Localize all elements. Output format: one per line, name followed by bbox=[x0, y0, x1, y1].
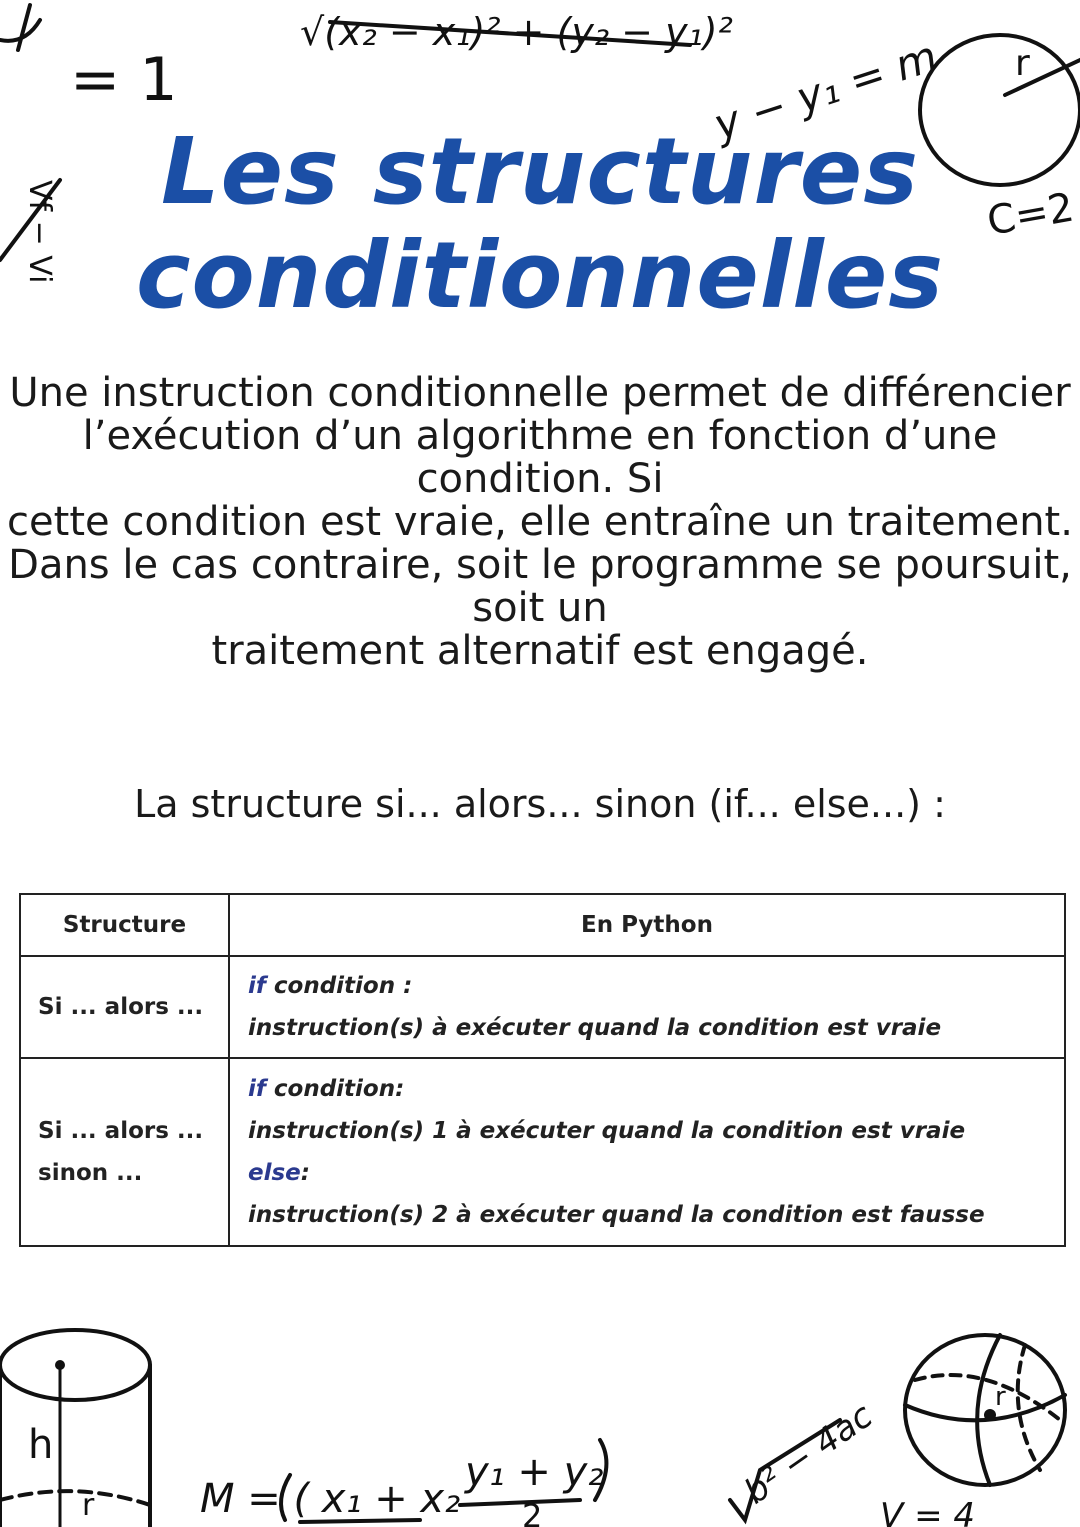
structure-table bbox=[19, 893, 1066, 1247]
code-text: instruction(s) à exécuter quand la condition est vraie bbox=[248, 1015, 942, 1041]
discriminant: b² − 4ac bbox=[737, 1395, 881, 1513]
bottom-right-formula: V = 4 bbox=[880, 1496, 975, 1527]
intro-line: Une instruction conditionnelle permet de différencier bbox=[9, 370, 1071, 416]
table-row bbox=[20, 1058, 1065, 1246]
structure-text: Si ... alors ... bbox=[38, 994, 204, 1020]
table-header-row bbox=[20, 894, 1065, 956]
eq-one-label: = 1 bbox=[70, 45, 178, 115]
intro-line: l’exécution d’un algorithme en fonction d’une bbox=[82, 413, 998, 459]
intro-line: traitement alternatif est engagé. bbox=[211, 628, 869, 674]
code-line bbox=[248, 1152, 1063, 1194]
intro-line: condition. Si bbox=[416, 456, 664, 502]
code-text: condition : bbox=[265, 973, 413, 999]
page-title-line1: Les structures bbox=[161, 118, 919, 225]
line-equation: y − y₁ = m bbox=[707, 31, 944, 150]
code-text: : bbox=[300, 1160, 310, 1186]
midpoint-x: M = ( x₁ + x₂ bbox=[200, 1476, 461, 1522]
intro-line: soit un bbox=[472, 585, 608, 631]
keyword: if bbox=[248, 1076, 266, 1102]
midpoint-y: y₁ + y₂ bbox=[465, 1449, 604, 1495]
structure-cell bbox=[20, 1058, 229, 1246]
keyword: else bbox=[248, 1160, 301, 1186]
code-line bbox=[248, 965, 1063, 1007]
section-subtitle: La structure si... alors... sinon (if... else...) : bbox=[134, 782, 946, 826]
code-line bbox=[248, 1007, 1063, 1049]
cylinder-height-label: h bbox=[28, 1422, 54, 1468]
structure-text: Si ... alors ... bbox=[38, 1118, 204, 1144]
code-line bbox=[248, 1194, 1063, 1236]
midpoint-denominator: 2 bbox=[522, 1497, 543, 1527]
sphere-radius-label: r bbox=[995, 1382, 1006, 1412]
code-text: condition: bbox=[265, 1076, 405, 1102]
table-row bbox=[20, 956, 1065, 1058]
vertical-fraction: Vf − Vi bbox=[22, 180, 57, 284]
intro-line: Dans le cas contraire, soit le programme se poursuit, bbox=[8, 542, 1072, 588]
code-line bbox=[248, 1068, 1063, 1110]
structure-text: sinon ... bbox=[38, 1160, 143, 1186]
keyword: if bbox=[248, 973, 266, 999]
c-label: C=2 bbox=[983, 184, 1078, 245]
code-text: instruction(s) 1 à exécuter quand la condition est vraie bbox=[248, 1118, 966, 1144]
code-line bbox=[248, 1110, 1063, 1152]
code-text: instruction(s) 2 à exécuter quand la condition est fausse bbox=[248, 1202, 985, 1228]
circle-radius-label: r bbox=[1015, 43, 1030, 84]
header-structure: Structure bbox=[20, 894, 229, 956]
structure-cell bbox=[20, 956, 229, 1058]
python-cell bbox=[229, 956, 1065, 1058]
distance-formula: √(x₂ − x₁)² + (y₂ − y₁)² bbox=[300, 10, 733, 54]
python-cell bbox=[229, 1058, 1065, 1246]
intro-line: cette condition est vraie, elle entraîne un traitement. bbox=[7, 499, 1073, 545]
page-title-line2: conditionnelles bbox=[136, 222, 944, 329]
cylinder-radius-label: r bbox=[82, 1488, 95, 1523]
intro-paragraph bbox=[0, 372, 1080, 673]
header-python: En Python bbox=[229, 894, 1065, 956]
